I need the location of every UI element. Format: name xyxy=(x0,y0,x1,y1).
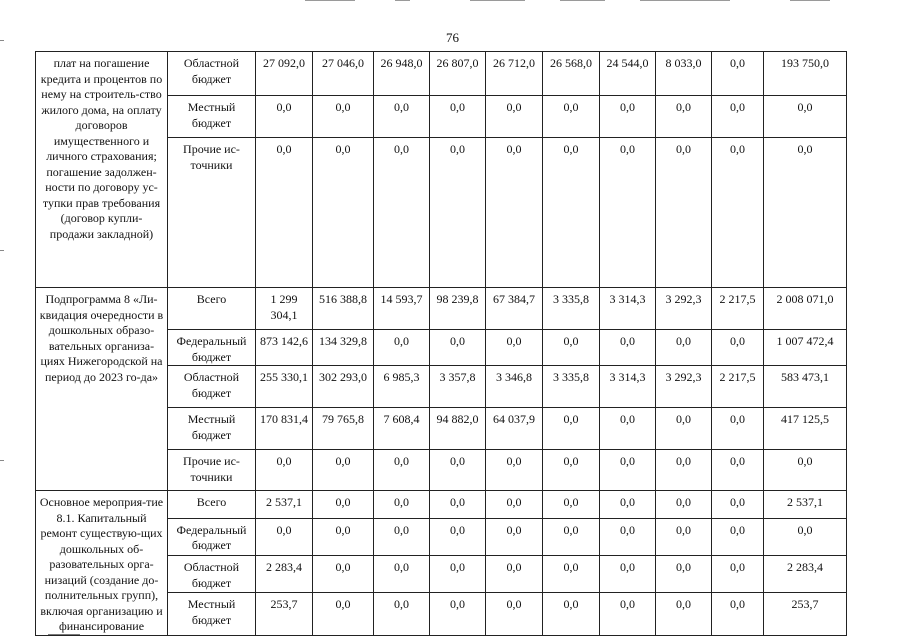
value-cell: 2 283,4 xyxy=(764,556,847,593)
value-cell: 14 593,7 xyxy=(374,288,430,330)
program-name-cell: плат на погашение кредита и процентов по нему на строитель-ство жилого дома, на оплату договоров имущественного и личного страхования; погашение задолжен-ности по договору ус-тупки прав требования (договор купли-продажи закладной) xyxy=(36,52,168,288)
value-cell: 417 125,5 xyxy=(764,408,847,450)
value-cell: 2 537,1 xyxy=(256,491,313,519)
value-cell: 873 142,6 xyxy=(256,330,313,366)
value-cell: 0,0 xyxy=(313,518,374,555)
value-cell: 0,0 xyxy=(656,138,712,288)
value-cell: 0,0 xyxy=(430,593,486,635)
value-cell: 0,0 xyxy=(656,408,712,450)
value-cell: 2 217,5 xyxy=(712,288,764,330)
value-cell: 134 329,8 xyxy=(313,330,374,366)
value-cell: 0,0 xyxy=(712,450,764,491)
value-cell: 2 217,5 xyxy=(712,366,764,408)
value-cell: 0,0 xyxy=(486,96,543,138)
value-cell: 0,0 xyxy=(374,491,430,519)
value-cell: 0,0 xyxy=(256,138,313,288)
value-cell: 0,0 xyxy=(656,96,712,138)
value-cell: 3 357,8 xyxy=(430,366,486,408)
value-cell: 26 568,0 xyxy=(543,52,600,96)
value-cell: 516 388,8 xyxy=(313,288,374,330)
value-cell: 1 007 472,4 xyxy=(764,330,847,366)
value-cell: 0,0 xyxy=(313,593,374,635)
value-cell: 0,0 xyxy=(656,518,712,555)
value-cell: 0,0 xyxy=(374,556,430,593)
value-cell: 0,0 xyxy=(430,491,486,519)
funding-source-cell: Местный бюджет xyxy=(168,96,256,138)
value-cell: 98 239,8 xyxy=(430,288,486,330)
value-cell: 64 037,9 xyxy=(486,408,543,450)
value-cell: 0,0 xyxy=(486,491,543,519)
value-cell: 0,0 xyxy=(486,518,543,555)
value-cell: 3 314,3 xyxy=(600,366,656,408)
value-cell: 0,0 xyxy=(543,593,600,635)
value-cell: 3 292,3 xyxy=(656,366,712,408)
value-cell: 0,0 xyxy=(712,330,764,366)
value-cell: 26 807,0 xyxy=(430,52,486,96)
value-cell: 0,0 xyxy=(430,518,486,555)
value-cell: 6 985,3 xyxy=(374,366,430,408)
value-cell: 0,0 xyxy=(656,556,712,593)
value-cell: 0,0 xyxy=(374,593,430,635)
scan-mark xyxy=(0,250,4,251)
value-cell: 0,0 xyxy=(256,518,313,555)
value-cell: 0,0 xyxy=(600,408,656,450)
value-cell: 0,0 xyxy=(374,138,430,288)
value-cell: 0,0 xyxy=(543,518,600,555)
value-cell: 583 473,1 xyxy=(764,366,847,408)
value-cell: 0,0 xyxy=(543,556,600,593)
value-cell: 0,0 xyxy=(256,96,313,138)
value-cell: 0,0 xyxy=(313,96,374,138)
value-cell: 2 283,4 xyxy=(256,556,313,593)
value-cell: 0,0 xyxy=(543,330,600,366)
value-cell: 0,0 xyxy=(313,556,374,593)
value-cell: 0,0 xyxy=(486,593,543,635)
value-cell: 0,0 xyxy=(313,491,374,519)
value-cell: 0,0 xyxy=(256,450,313,491)
funding-source-cell: Федеральный бюджет xyxy=(168,330,256,366)
program-name-cell: Основное мероприя-тие 8.1. Капитальный ремонт существую-щих дошкольных об-разовательных орга-низаций (создание до-полнительных групп), включая организацию и финансирование xyxy=(36,491,168,636)
value-cell: 0,0 xyxy=(600,491,656,519)
value-cell: 0,0 xyxy=(656,593,712,635)
value-cell: 0,0 xyxy=(486,138,543,288)
value-cell: 253,7 xyxy=(256,593,313,635)
funding-source-cell: Местный бюджет xyxy=(168,593,256,635)
value-cell: 2 537,1 xyxy=(764,491,847,519)
value-cell: 0,0 xyxy=(656,491,712,519)
funding-source-cell: Всего xyxy=(168,491,256,519)
value-cell: 0,0 xyxy=(712,491,764,519)
value-cell: 0,0 xyxy=(656,330,712,366)
value-cell: 0,0 xyxy=(712,138,764,288)
value-cell: 0,0 xyxy=(764,138,847,288)
value-cell: 0,0 xyxy=(430,330,486,366)
value-cell: 3 335,8 xyxy=(543,366,600,408)
value-cell: 3 335,8 xyxy=(543,288,600,330)
value-cell: 0,0 xyxy=(712,556,764,593)
value-cell: 79 765,8 xyxy=(313,408,374,450)
value-cell: 3 314,3 xyxy=(600,288,656,330)
value-cell: 0,0 xyxy=(313,138,374,288)
value-cell: 0,0 xyxy=(712,96,764,138)
value-cell: 0,0 xyxy=(600,96,656,138)
value-cell: 0,0 xyxy=(764,450,847,491)
value-cell: 0,0 xyxy=(430,96,486,138)
value-cell: 0,0 xyxy=(430,450,486,491)
value-cell: 94 882,0 xyxy=(430,408,486,450)
value-cell: 7 608,4 xyxy=(374,408,430,450)
value-cell: 0,0 xyxy=(712,52,764,96)
value-cell: 0,0 xyxy=(313,450,374,491)
value-cell: 0,0 xyxy=(543,408,600,450)
value-cell: 27 046,0 xyxy=(313,52,374,96)
funding-source-cell: Местный бюджет xyxy=(168,408,256,450)
value-cell: 0,0 xyxy=(764,518,847,555)
scan-mark xyxy=(48,634,80,635)
funding-source-cell: Прочие ис-точники xyxy=(168,138,256,288)
table-row xyxy=(36,288,847,330)
value-cell: 0,0 xyxy=(374,450,430,491)
funding-source-cell: Областной бюджет xyxy=(168,52,256,96)
page-number: 76 xyxy=(446,30,459,45)
value-cell: 0,0 xyxy=(600,593,656,635)
table-body xyxy=(36,52,847,636)
value-cell: 0,0 xyxy=(764,96,847,138)
value-cell: 67 384,7 xyxy=(486,288,543,330)
value-cell: 24 544,0 xyxy=(600,52,656,96)
value-cell: 253,7 xyxy=(764,593,847,635)
value-cell: 0,0 xyxy=(486,330,543,366)
value-cell: 0,0 xyxy=(374,518,430,555)
funding-source-cell: Областной бюджет xyxy=(168,556,256,593)
value-cell: 3 292,3 xyxy=(656,288,712,330)
table-row xyxy=(36,491,847,519)
table-row xyxy=(36,52,847,96)
value-cell: 0,0 xyxy=(600,518,656,555)
value-cell: 27 092,0 xyxy=(256,52,313,96)
value-cell: 0,0 xyxy=(712,593,764,635)
value-cell: 0,0 xyxy=(712,408,764,450)
value-cell: 193 750,0 xyxy=(764,52,847,96)
program-name-cell: Подпрограмма 8 «Ли-квидация очередности в дошкольных образо-вательных организа-циях Нижегородской на период до 2023 го-да» xyxy=(36,288,168,491)
value-cell: 26 948,0 xyxy=(374,52,430,96)
funding-source-cell: Федеральный бюджет xyxy=(168,518,256,555)
funding-source-cell: Прочие ис-точники xyxy=(168,450,256,491)
value-cell: 0,0 xyxy=(430,138,486,288)
value-cell: 0,0 xyxy=(543,450,600,491)
value-cell: 0,0 xyxy=(712,518,764,555)
value-cell: 0,0 xyxy=(374,330,430,366)
value-cell: 0,0 xyxy=(600,138,656,288)
value-cell: 0,0 xyxy=(543,138,600,288)
value-cell: 170 831,4 xyxy=(256,408,313,450)
value-cell: 0,0 xyxy=(600,450,656,491)
funding-source-cell: Областной бюджет xyxy=(168,366,256,408)
value-cell: 0,0 xyxy=(543,96,600,138)
value-cell: 0,0 xyxy=(374,96,430,138)
value-cell: 0,0 xyxy=(430,556,486,593)
value-cell: 0,0 xyxy=(543,491,600,519)
budget-table xyxy=(35,51,847,636)
scan-mark xyxy=(0,460,4,461)
value-cell: 26 712,0 xyxy=(486,52,543,96)
value-cell: 302 293,0 xyxy=(313,366,374,408)
value-cell: 0,0 xyxy=(486,556,543,593)
value-cell: 8 033,0 xyxy=(656,52,712,96)
value-cell: 0,0 xyxy=(486,450,543,491)
value-cell: 0,0 xyxy=(600,330,656,366)
value-cell: 0,0 xyxy=(656,450,712,491)
value-cell: 0,0 xyxy=(600,556,656,593)
value-cell: 1 299 304,1 xyxy=(256,288,313,330)
funding-source-cell: Всего xyxy=(168,288,256,330)
top-scan-line xyxy=(0,0,905,1)
value-cell: 2 008 071,0 xyxy=(764,288,847,330)
value-cell: 255 330,1 xyxy=(256,366,313,408)
value-cell: 3 346,8 xyxy=(486,366,543,408)
